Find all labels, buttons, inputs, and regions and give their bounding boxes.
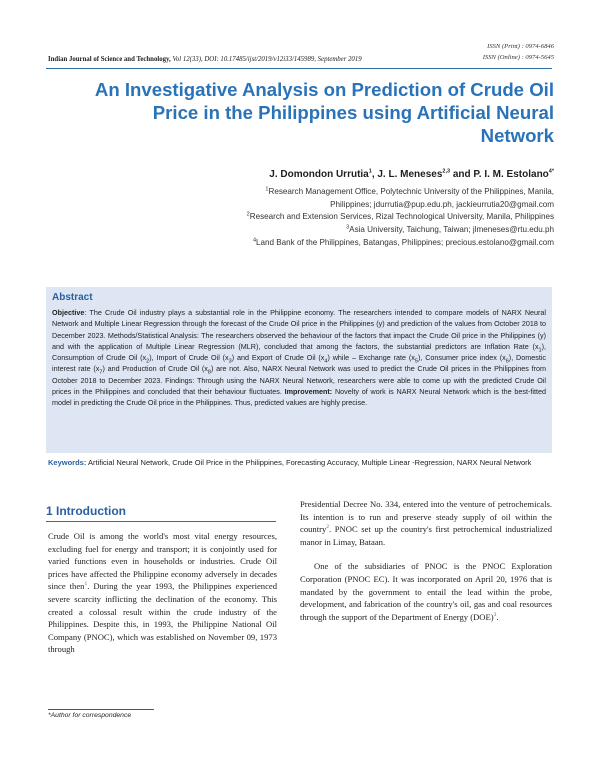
affiliation-line <box>247 211 554 224</box>
abstract-text: : The Crude Oil industry plays a substantial role in the Philippine economy. The researchers intended to compare models of NARX Neural Network and Multiple Linear Regression through the forecast of the Crude Oil price in the Philippines (y) and prediction of the values from October 2018 to December 2023. Methods/Statistical Analysis: The researchers observed the behaviour of the factors that impact the Crude Oil price in the Philippines (y) and with the application of Multiple Linear Regression (MLR), concluded that among the factors, the substantial predictors are Inflation Rate (x <box>52 308 546 351</box>
body-text: . During the year 1993, the Philippines experienced severe scarcity inflicting the declination of the economy. This created a colossal result within the crude industry of the Philippines. Despite this, in 1993, the Philippine National Oil Company (PNOC), which was established on November 09, 1973 through <box>48 581 277 655</box>
footnote: *Author for correspondence <box>48 712 132 719</box>
improvement-label: Improvement: <box>284 387 333 397</box>
subscript: 1 <box>538 347 542 354</box>
citation-link[interactable]: 2 <box>326 524 330 531</box>
paragraph <box>300 498 552 548</box>
author-3-sup: 4* <box>548 168 554 175</box>
author-2: , J. L. Meneses <box>371 169 443 180</box>
paragraph <box>48 530 277 656</box>
affiliation-line <box>247 186 554 199</box>
issn-print: ISSN (Print) : 0974-6846 <box>487 43 554 50</box>
affiliations <box>247 186 554 250</box>
affiliation-text: Research Management Office, Polytechnic University of the Philippines, Manila, <box>268 187 554 196</box>
author-1-sup: 1 <box>368 168 372 175</box>
body-column-left <box>48 530 277 656</box>
abstract-text: ), Consumption of Crude Oil (x <box>52 341 546 363</box>
journal-name: Indian Journal of Science and Technology, <box>48 56 171 63</box>
body-text: One of the subsidiaries of PNOC is the PNOC Exploration Corporation (PNOC EC). It was incorporated on April 20, 1976 that is mandated by the government to entail the lead within the probe, development, and fabrication of the country's oil, gas and coal resources through the support of the Department of Energy (DOE) <box>300 561 552 622</box>
abstract-text: Novelty of work is NARX Neural Network which is the best-fitted model in predicting the Crude Oil price in the Philippines. Thus, predicted values are highly precise. <box>52 387 546 408</box>
abstract-text: ) and Production of Crude Oil (x <box>102 364 208 374</box>
affiliation-num: 2 <box>246 211 250 218</box>
abstract-body <box>52 307 546 409</box>
abstract-text: ) while – Exchange rate (x <box>327 353 415 363</box>
abstract-text: ), Domestic interest rate (x <box>52 353 547 374</box>
abstract-text: ), Consumer price index (x <box>417 353 506 363</box>
affiliation-text: Research and Extension Services, Rizal Technological University, Manila, Philippines <box>249 212 554 222</box>
paragraph <box>300 560 552 623</box>
issn-block <box>483 41 554 63</box>
author-3: and P. I. M. Estolano <box>450 169 549 180</box>
subscript: 7 <box>99 369 103 376</box>
keywords-label: Keywords: <box>48 458 87 467</box>
objective-label: Objective <box>52 308 85 317</box>
affiliation-num: 4 <box>252 237 257 244</box>
body-text: Crude Oil is among the world's most vital energy resources, excluding fuel for energy and transport; it is conjointly used for varied functions even in households or industries. Crude Oil prices have affected the Philippine economy adversely in decades since then <box>48 531 277 592</box>
issn-online: ISSN (Online) : 0974-5645 <box>482 54 554 61</box>
subscript: 4 <box>324 358 328 365</box>
affiliation-text: Asia University, Taichung, Taiwan; jlmeneses@rtu.edu.ph <box>349 225 554 235</box>
affiliation-line <box>247 237 554 250</box>
subscript: 6 <box>505 358 509 365</box>
footnote-rule <box>48 709 154 710</box>
affiliation-line <box>247 224 554 237</box>
subscript: 5 <box>414 358 418 365</box>
keywords-text: Artificial Neural Network, Crude Oil Price in the Philippines, Forecasting Accuracy, Multiple Linear -Regression, NARX Neural Network <box>86 458 532 467</box>
body-text: Presidential Decree No. 334, entered into the venture of petrochemicals. Its intention is to run and preserve steady supply of oil within the country <box>300 499 552 535</box>
abstract-text: ) and Export of Crude Oil (x <box>231 353 325 363</box>
abstract-box <box>46 287 552 453</box>
affiliation-line <box>247 199 554 212</box>
abstract-text: ), Import of Crude Oil (x <box>149 353 229 363</box>
subscript: 2 <box>146 358 150 365</box>
subscript: 3 <box>228 358 232 365</box>
affiliation-text: Philippines; jdurrutia@pup.edu.ph, jackieurrutia20@gmail.com <box>330 199 554 209</box>
paper-title: An Investigative Analysis on Prediction of Crude Oil Price in the Philippines using Artificial Neural Network <box>94 79 554 146</box>
body-text: . <box>496 611 499 622</box>
journal-citation <box>48 56 362 63</box>
author-1: J. Domondon Urrutia <box>269 169 369 180</box>
body-column-right <box>300 498 552 623</box>
abstract-text: ) are not. Also, NARX Neural Network was used to predict the Crude Oil prices in the Philippines from October 2018 to December 2023. Findings: Through using the NARX Neural Network, researchers were able to come up with the predicted Crude Oil prices in the Philippines and concluded that their behaviour fluctuates. <box>52 364 547 397</box>
body-text: . PNOC set up the country's first petrochemical industrialized manor in Limay, Bataan. <box>300 524 552 547</box>
affiliation-text: Land Bank of the Philippines, Batangas, Philippines; precious.estolano@gmail.com <box>256 237 554 247</box>
subscript: 8 <box>207 369 211 376</box>
author-line <box>269 169 554 180</box>
journal-details: Vol 12(33), DOI: 10.17485/ijst/2019/v12i33/145989, September 2019 <box>172 56 362 63</box>
header-rule <box>46 68 552 69</box>
affiliation-num: 1 <box>265 186 269 193</box>
affiliation-num: 3 <box>346 224 350 231</box>
keywords <box>48 457 552 469</box>
citation-link[interactable]: 1 <box>84 581 88 588</box>
citation-link[interactable]: 3 <box>493 611 497 618</box>
author-2-sup: 2,3 <box>442 168 451 175</box>
abstract-heading: Abstract <box>52 292 93 303</box>
section-heading: 1 Introduction <box>46 504 276 522</box>
